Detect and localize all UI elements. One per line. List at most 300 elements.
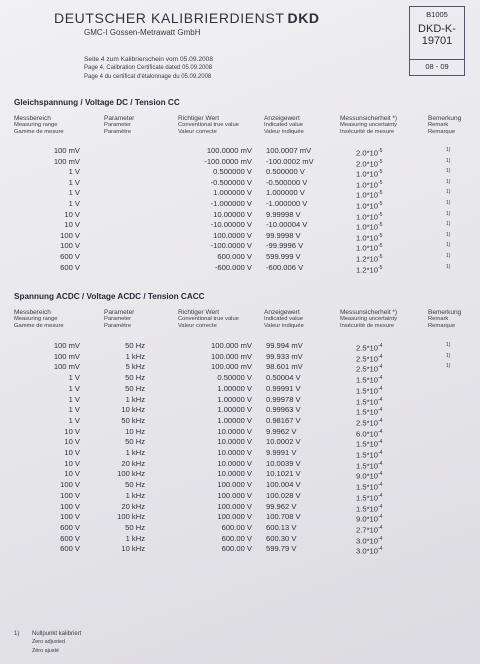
- indicated-value: 0.99963 V: [266, 405, 301, 415]
- dc-section-title: Gleichspannung / Voltage DC / Tension CC: [14, 98, 180, 107]
- true-value: 100.000 V: [217, 490, 252, 500]
- uncertainty-exponent: -4: [377, 471, 383, 478]
- remark-footnote: 1): [446, 363, 451, 370]
- indicated-value: -10.00004 V: [266, 220, 308, 230]
- uncertainty-exponent: -5: [377, 201, 383, 207]
- parameter-value: 1 kHz: [125, 533, 145, 543]
- indicated-value: 0.99978 V: [266, 394, 301, 404]
- ac-header-bemerkung: [428, 309, 461, 330]
- parameter-value: 50 kHz: [121, 415, 145, 425]
- remark-footnote: 1): [446, 189, 451, 196]
- parameter-value: 50 Hz: [125, 383, 145, 393]
- uncertainty-base: *10: [366, 354, 378, 364]
- indicated-value: 599.79 V: [266, 544, 297, 554]
- header-line: Messunsicherheit *): [340, 115, 398, 122]
- dc-header-messbereich: [14, 115, 64, 136]
- header-line: Valeur correcte: [178, 129, 217, 135]
- indicated-value: 600.30 V: [266, 533, 297, 543]
- uncertainty-base: *10: [366, 514, 378, 524]
- measuring-range: 100 mV: [53, 146, 80, 155]
- header-line: Measuring range: [14, 316, 58, 322]
- measuring-range: 100 V: [60, 490, 80, 500]
- measuring-range: 1 V: [68, 199, 80, 208]
- true-value: -100.0000 V: [210, 241, 252, 251]
- uncertainty-mantissa: 9.0: [356, 514, 367, 524]
- uncertainty-mantissa: 1.0: [356, 201, 367, 211]
- measuring-range: 10 V: [64, 458, 80, 468]
- parameter-value: 1 kHz: [125, 448, 145, 457]
- uncertainty-exponent: -4: [377, 396, 383, 403]
- uncertainty-base: *10: [366, 169, 378, 179]
- measuring-range: 100 mV: [53, 156, 80, 166]
- table-row: [0, 512, 480, 522]
- indicated-value: 10.0039 V: [266, 458, 301, 468]
- true-value: 10.00000 V: [213, 209, 252, 219]
- remark-footnote: 1): [446, 157, 451, 164]
- header-line: Anzeigewert: [264, 309, 300, 316]
- uncertainty-exponent: -4: [377, 343, 383, 349]
- true-value: 10.0000 V: [217, 469, 252, 479]
- dc-header-unsicherheit: [340, 115, 397, 136]
- measuring-range: 600 V: [60, 262, 80, 272]
- table-row: [0, 405, 480, 415]
- table-row: [0, 384, 480, 394]
- header-line: Paramètre: [104, 129, 132, 135]
- parameter-value: 1 kHz: [125, 351, 145, 361]
- table-row: [0, 459, 480, 469]
- header-line: Paramètre: [104, 323, 132, 329]
- true-value: 600.000 V: [217, 252, 252, 261]
- page-reference-fr: Page 4 du certificat d'étalonnage du 05.09.2008: [84, 73, 212, 80]
- uncertainty-mantissa: 1.5: [356, 450, 367, 460]
- parameter-value: 100 kHz: [117, 469, 145, 479]
- header-line: Insécurité de mesure: [340, 323, 395, 329]
- dc-header-richtiger: [178, 115, 239, 136]
- dc-header-anzeige: [264, 115, 304, 136]
- measuring-range: 10 V: [64, 426, 80, 436]
- measuring-range: 10 V: [64, 448, 80, 457]
- true-value: 600.00 V: [221, 544, 252, 554]
- uncertainty-exponent: -4: [377, 353, 383, 360]
- uncertainty-base: *10: [366, 471, 378, 481]
- uncertainty-mantissa: 1.2: [356, 254, 367, 264]
- dkd-code-line2: 19701: [421, 35, 453, 47]
- table-row: [0, 448, 480, 458]
- uncertainty-base: *10: [366, 525, 378, 535]
- indicated-value: 99.962 V: [266, 501, 297, 511]
- table-row: [0, 188, 480, 198]
- uncertainty-mantissa: 3.0: [356, 536, 367, 546]
- uncertainty-base: *10: [366, 450, 378, 460]
- uncertainty-exponent: -5: [377, 211, 383, 218]
- parameter-value: 50 Hz: [125, 373, 145, 383]
- uncertainty-base: *10: [366, 254, 378, 264]
- remark-footnote: 1): [446, 342, 451, 348]
- indicated-value: 9.9962 V: [266, 426, 297, 436]
- table-row: [0, 469, 480, 479]
- uncertainty-exponent: -5: [377, 190, 383, 197]
- true-value: 100.000 V: [217, 480, 252, 490]
- measuring-range: 100 V: [60, 230, 80, 240]
- uncertainty-base: *10: [366, 461, 378, 471]
- table-row: [0, 178, 480, 188]
- ac-header-parameter: [104, 309, 134, 330]
- indicated-value: -99.9996 V: [266, 241, 304, 251]
- uncertainty-base: *10: [366, 439, 378, 449]
- uncertainty-base: *10: [366, 201, 378, 211]
- uncertainty-exponent: -4: [377, 407, 383, 414]
- box-top-code: B1005: [426, 10, 448, 19]
- parameter-value: 50 Hz: [125, 522, 145, 532]
- uncertainty-mantissa: 2.0: [356, 159, 367, 169]
- parameter-value: 10 kHz: [121, 405, 145, 415]
- table-row: [0, 480, 480, 490]
- footnote-marker: 1): [14, 631, 20, 637]
- indicated-value: 0.500000 V: [266, 167, 305, 177]
- uncertainty-mantissa: 9.0: [356, 471, 367, 481]
- footnote-de: Nullpunkt kalibriert: [32, 631, 82, 637]
- table-row: [0, 146, 480, 156]
- true-value: -10.00000 V: [210, 220, 252, 230]
- table-row: [0, 491, 480, 501]
- header-line: Parameter: [104, 309, 135, 316]
- table-row: [0, 395, 480, 405]
- uncertainty-base: *10: [366, 233, 378, 243]
- uncertainty-exponent: -4: [377, 482, 383, 489]
- indicated-value: 100.0007 mV: [266, 146, 312, 155]
- measuring-range: 100 mV: [53, 362, 80, 372]
- measuring-range: 100 mV: [53, 341, 80, 350]
- uncertainty-mantissa: 2.7: [356, 525, 367, 535]
- header-line: Remarque: [428, 323, 456, 329]
- uncertainty-mantissa: 2.5: [356, 364, 367, 374]
- true-value: 1.000000 V: [213, 188, 252, 198]
- uncertainty-exponent: -4: [377, 460, 383, 467]
- header-line: Remark: [428, 122, 449, 128]
- dkd-code-line1: DKD-K-: [418, 23, 456, 35]
- header-line: Remarque: [428, 129, 456, 135]
- parameter-value: 20 kHz: [121, 501, 145, 511]
- page-reference-de: Seite 4 zum Kalibrierschein vom 05.09.2008: [84, 56, 214, 63]
- uncertainty-mantissa: 3.0: [356, 546, 367, 556]
- measuring-range: 1 V: [68, 167, 80, 177]
- uncertainty-exponent: -4: [377, 524, 383, 531]
- uncertainty-mantissa: 2.5: [356, 354, 367, 364]
- true-value: -0.500000 V: [210, 177, 252, 187]
- remark-footnote: 1): [446, 263, 451, 270]
- uncertainty-exponent: -4: [377, 417, 383, 424]
- indicated-value: 99.9998 V: [266, 230, 301, 240]
- uncertainty-base: *10: [366, 546, 378, 556]
- uncertainty-exponent: -5: [377, 254, 383, 260]
- header-line: Anzeigewert: [264, 115, 300, 122]
- footnotes: [14, 630, 81, 655]
- parameter-value: 50 Hz: [125, 341, 145, 350]
- remark-footnote: 1): [446, 221, 451, 228]
- uncertainty-mantissa: 1.5: [356, 397, 367, 407]
- uncertainty-mantissa: 1.0: [356, 233, 367, 243]
- measuring-range: 10 V: [64, 220, 80, 230]
- table-row: [0, 220, 480, 230]
- remark-footnote: 1): [446, 242, 451, 249]
- company-name: GMC-I Gossen-Metrawatt GmbH: [84, 28, 201, 37]
- parameter-value: 100 kHz: [117, 512, 145, 522]
- header-line: Remark: [428, 316, 449, 322]
- table-row: [0, 416, 480, 426]
- header-line: Measuring uncertainty: [340, 122, 398, 128]
- table-row: [0, 157, 480, 167]
- header-line: Parameter: [104, 316, 132, 322]
- indicated-value: 599.999 V: [266, 252, 301, 261]
- uncertainty-exponent: -5: [377, 264, 383, 271]
- header-line: Messunsicherheit *): [340, 309, 398, 316]
- true-value: 1.00000 V: [217, 405, 252, 415]
- dkd-logo: DKD: [287, 10, 320, 26]
- uncertainty-mantissa: 1.5: [356, 461, 367, 471]
- parameter-value: 20 kHz: [121, 458, 145, 468]
- uncertainty-base: *10: [366, 212, 378, 222]
- dc-header-parameter: [104, 115, 134, 136]
- true-value: 10.0000 V: [217, 437, 252, 447]
- remark-footnote: 1): [446, 147, 451, 153]
- indicated-value: 1.000000 V: [266, 188, 305, 198]
- uncertainty-exponent: -4: [377, 385, 383, 392]
- table-row: [0, 373, 480, 383]
- uncertainty-base: *10: [366, 386, 378, 396]
- table-row: [0, 362, 480, 372]
- uncertainty-base: *10: [366, 493, 378, 503]
- uncertainty-exponent: -5: [377, 243, 383, 250]
- header-line: Insécurité de mesure: [340, 129, 395, 135]
- table-row: [0, 534, 480, 544]
- uncertainty-exponent: -4: [377, 535, 383, 542]
- header-line: Gamme de mesure: [14, 323, 64, 329]
- header-line: Valeur indiquée: [264, 129, 304, 135]
- uncertainty-exponent: -4: [377, 375, 383, 382]
- indicated-value: 100.004 V: [266, 480, 301, 490]
- table-row: [0, 523, 480, 533]
- uncertainty-mantissa: 1.5: [356, 482, 367, 492]
- true-value: 10.0000 V: [217, 426, 252, 436]
- uncertainty-base: *10: [366, 190, 378, 200]
- header-line: Parameter: [104, 115, 135, 122]
- remark-footnote: 1): [446, 231, 451, 238]
- measuring-range: 1 V: [68, 373, 80, 383]
- uncertainty-mantissa: 1.0: [356, 190, 367, 200]
- true-value: 600.00 V: [221, 522, 252, 532]
- header-line: Measuring uncertainty: [340, 316, 398, 322]
- parameter-value: 10 kHz: [121, 544, 145, 554]
- uncertainty-mantissa: 1.5: [356, 504, 367, 514]
- indicated-value: 10.0002 V: [266, 437, 301, 447]
- uncertainty-mantissa: 1.2: [356, 265, 367, 275]
- measuring-range: 1 V: [68, 188, 80, 198]
- true-value: 100.000 mV: [211, 341, 252, 350]
- uncertainty-value: [356, 544, 382, 557]
- uncertainty-mantissa: 1.0: [356, 243, 367, 253]
- table-row: [0, 544, 480, 554]
- header-line: Conventional true value: [178, 316, 239, 322]
- uncertainty-exponent: -4: [377, 492, 383, 499]
- measuring-range: 10 V: [64, 209, 80, 219]
- table-row: [0, 427, 480, 437]
- uncertainty-base: *10: [366, 364, 378, 374]
- ac-header-anzeige: [264, 309, 304, 330]
- uncertainty-exponent: -5: [377, 158, 383, 165]
- parameter-value: 50 Hz: [125, 480, 145, 490]
- true-value: 1.00000 V: [217, 383, 252, 393]
- uncertainty-base: *10: [366, 265, 378, 275]
- header-line: Richtiger Wert: [178, 115, 220, 122]
- uncertainty-mantissa: 1.5: [356, 439, 367, 449]
- uncertainty-mantissa: 1.0: [356, 222, 367, 232]
- true-value: -100.0000 mV: [204, 156, 252, 166]
- uncertainty-base: *10: [366, 375, 378, 385]
- remark-footnote: 1): [446, 178, 451, 185]
- true-value: 100.000 V: [217, 512, 252, 522]
- indicated-value: -1.000000 V: [266, 199, 308, 208]
- measuring-range: 1 V: [68, 405, 80, 415]
- uncertainty-mantissa: 1.5: [356, 493, 367, 503]
- table-row: [0, 263, 480, 273]
- true-value: 1.00000 V: [217, 394, 252, 404]
- ac-header-messbereich: [14, 309, 64, 330]
- table-row: [0, 502, 480, 512]
- true-value: 100.000 mV: [211, 362, 252, 372]
- measuring-range: 1 V: [68, 394, 80, 404]
- uncertainty-mantissa: 1.5: [356, 407, 367, 417]
- measuring-range: 1 V: [68, 177, 80, 187]
- document-title: [54, 10, 320, 26]
- page-reference: [84, 56, 213, 81]
- uncertainty-mantissa: 1.0: [356, 212, 367, 222]
- uncertainty-exponent: -4: [377, 514, 383, 521]
- true-value: -1.000000 V: [210, 199, 252, 208]
- header-line: Messbereich: [14, 115, 51, 122]
- uncertainty-mantissa: 1.0: [356, 180, 367, 190]
- true-value: -600.000 V: [214, 262, 252, 272]
- header-line: Gamme de mesure: [14, 129, 64, 135]
- indicated-value: 0.98167 V: [266, 415, 301, 425]
- uncertainty-base: *10: [366, 148, 378, 158]
- title-text: DEUTSCHER KALIBRIERDIENST: [54, 10, 285, 26]
- remark-footnote: 1): [446, 200, 451, 206]
- uncertainty-exponent: -4: [377, 546, 383, 553]
- measuring-range: 100 V: [60, 512, 80, 522]
- table-row: [0, 199, 480, 209]
- parameter-value: 5 kHz: [125, 362, 145, 372]
- remark-footnote: 1): [446, 210, 451, 217]
- ac-header-richtiger: [178, 309, 239, 330]
- uncertainty-base: *10: [366, 429, 378, 439]
- true-value: 100.000 mV: [211, 351, 252, 361]
- uncertainty-mantissa: 1.5: [356, 375, 367, 385]
- true-value: 100.0000 mV: [206, 146, 252, 155]
- parameter-value: 1 kHz: [125, 394, 145, 404]
- header-line: Bemerkung: [428, 115, 462, 122]
- uncertainty-mantissa: 1.0: [356, 169, 367, 179]
- uncertainty-base: *10: [366, 504, 378, 514]
- measuring-range: 600 V: [60, 533, 80, 543]
- uncertainty-mantissa: 1.5: [356, 386, 367, 396]
- parameter-value: 1 kHz: [125, 490, 145, 500]
- remark-footnote: 1): [446, 253, 451, 259]
- certificate-id-box: [409, 6, 465, 76]
- uncertainty-mantissa: 6.0: [356, 429, 367, 439]
- indicated-value: -600.006 V: [266, 262, 304, 272]
- table-row: [0, 437, 480, 447]
- header-line: Indicated value: [264, 122, 303, 128]
- uncertainty-exponent: -4: [377, 503, 383, 510]
- table-row: [0, 167, 480, 177]
- true-value: 10.0000 V: [217, 448, 252, 457]
- indicated-value: 9.99998 V: [266, 209, 301, 219]
- uncertainty-base: *10: [366, 397, 378, 407]
- indicated-value: 98.601 mV: [266, 362, 303, 372]
- uncertainty-exponent: -5: [377, 169, 383, 176]
- uncertainty-base: *10: [366, 180, 378, 190]
- uncertainty-value: [356, 263, 382, 276]
- indicated-value: -100.0002 mV: [266, 156, 314, 166]
- parameter-value: 10 Hz: [125, 426, 145, 436]
- ac-section-title: Spannung ACDC / Voltage ACDC / Tension CACC: [14, 292, 205, 301]
- header-line: Conventional true value: [178, 122, 239, 128]
- measuring-range: 100 V: [60, 501, 80, 511]
- uncertainty-base: *10: [366, 536, 378, 546]
- true-value: 600.00 V: [221, 533, 252, 543]
- indicated-value: 99.933 mV: [266, 351, 303, 361]
- measuring-range: 10 V: [64, 437, 80, 447]
- true-value: 100.000 V: [217, 501, 252, 511]
- uncertainty-exponent: -4: [377, 364, 383, 371]
- true-value: 0.500000 V: [213, 167, 252, 177]
- header-line: Messbereich: [14, 309, 51, 316]
- footnote-en: Zero adjusted: [32, 639, 65, 646]
- measuring-range: 10 V: [64, 469, 80, 479]
- table-row: [0, 231, 480, 241]
- indicated-value: 100.028 V: [266, 490, 301, 500]
- uncertainty-exponent: -5: [377, 232, 383, 239]
- true-value: 10.0000 V: [217, 458, 252, 468]
- uncertainty-mantissa: 2.5: [356, 343, 367, 353]
- uncertainty-exponent: -4: [377, 428, 383, 435]
- indicated-value: 99.994 mV: [266, 341, 303, 350]
- measuring-range: 1 V: [68, 415, 80, 425]
- indicated-value: 9.9991 V: [266, 448, 297, 457]
- measuring-range: 100 mV: [53, 351, 80, 361]
- uncertainty-exponent: -5: [377, 148, 383, 154]
- table-row: [0, 241, 480, 251]
- table-row: [0, 352, 480, 362]
- box-year: 08 - 09: [410, 59, 464, 71]
- measuring-range: 100 V: [60, 480, 80, 490]
- measuring-range: 1 V: [68, 383, 80, 393]
- ac-header-unsicherheit: [340, 309, 397, 330]
- indicated-value: -0.500000 V: [266, 177, 308, 187]
- uncertainty-base: *10: [366, 407, 378, 417]
- header-line: Indicated value: [264, 316, 303, 322]
- indicated-value: 10.1021 V: [266, 469, 301, 479]
- header-line: Bemerkung: [428, 309, 462, 316]
- remark-footnote: 1): [446, 168, 451, 175]
- uncertainty-exponent: -5: [377, 222, 383, 229]
- header-line: Measuring range: [14, 122, 58, 128]
- dc-header-bemerkung: [428, 115, 461, 136]
- uncertainty-exponent: -4: [377, 450, 383, 456]
- table-row: [0, 252, 480, 262]
- uncertainty-base: *10: [366, 159, 378, 169]
- remark-footnote: 1): [446, 352, 451, 359]
